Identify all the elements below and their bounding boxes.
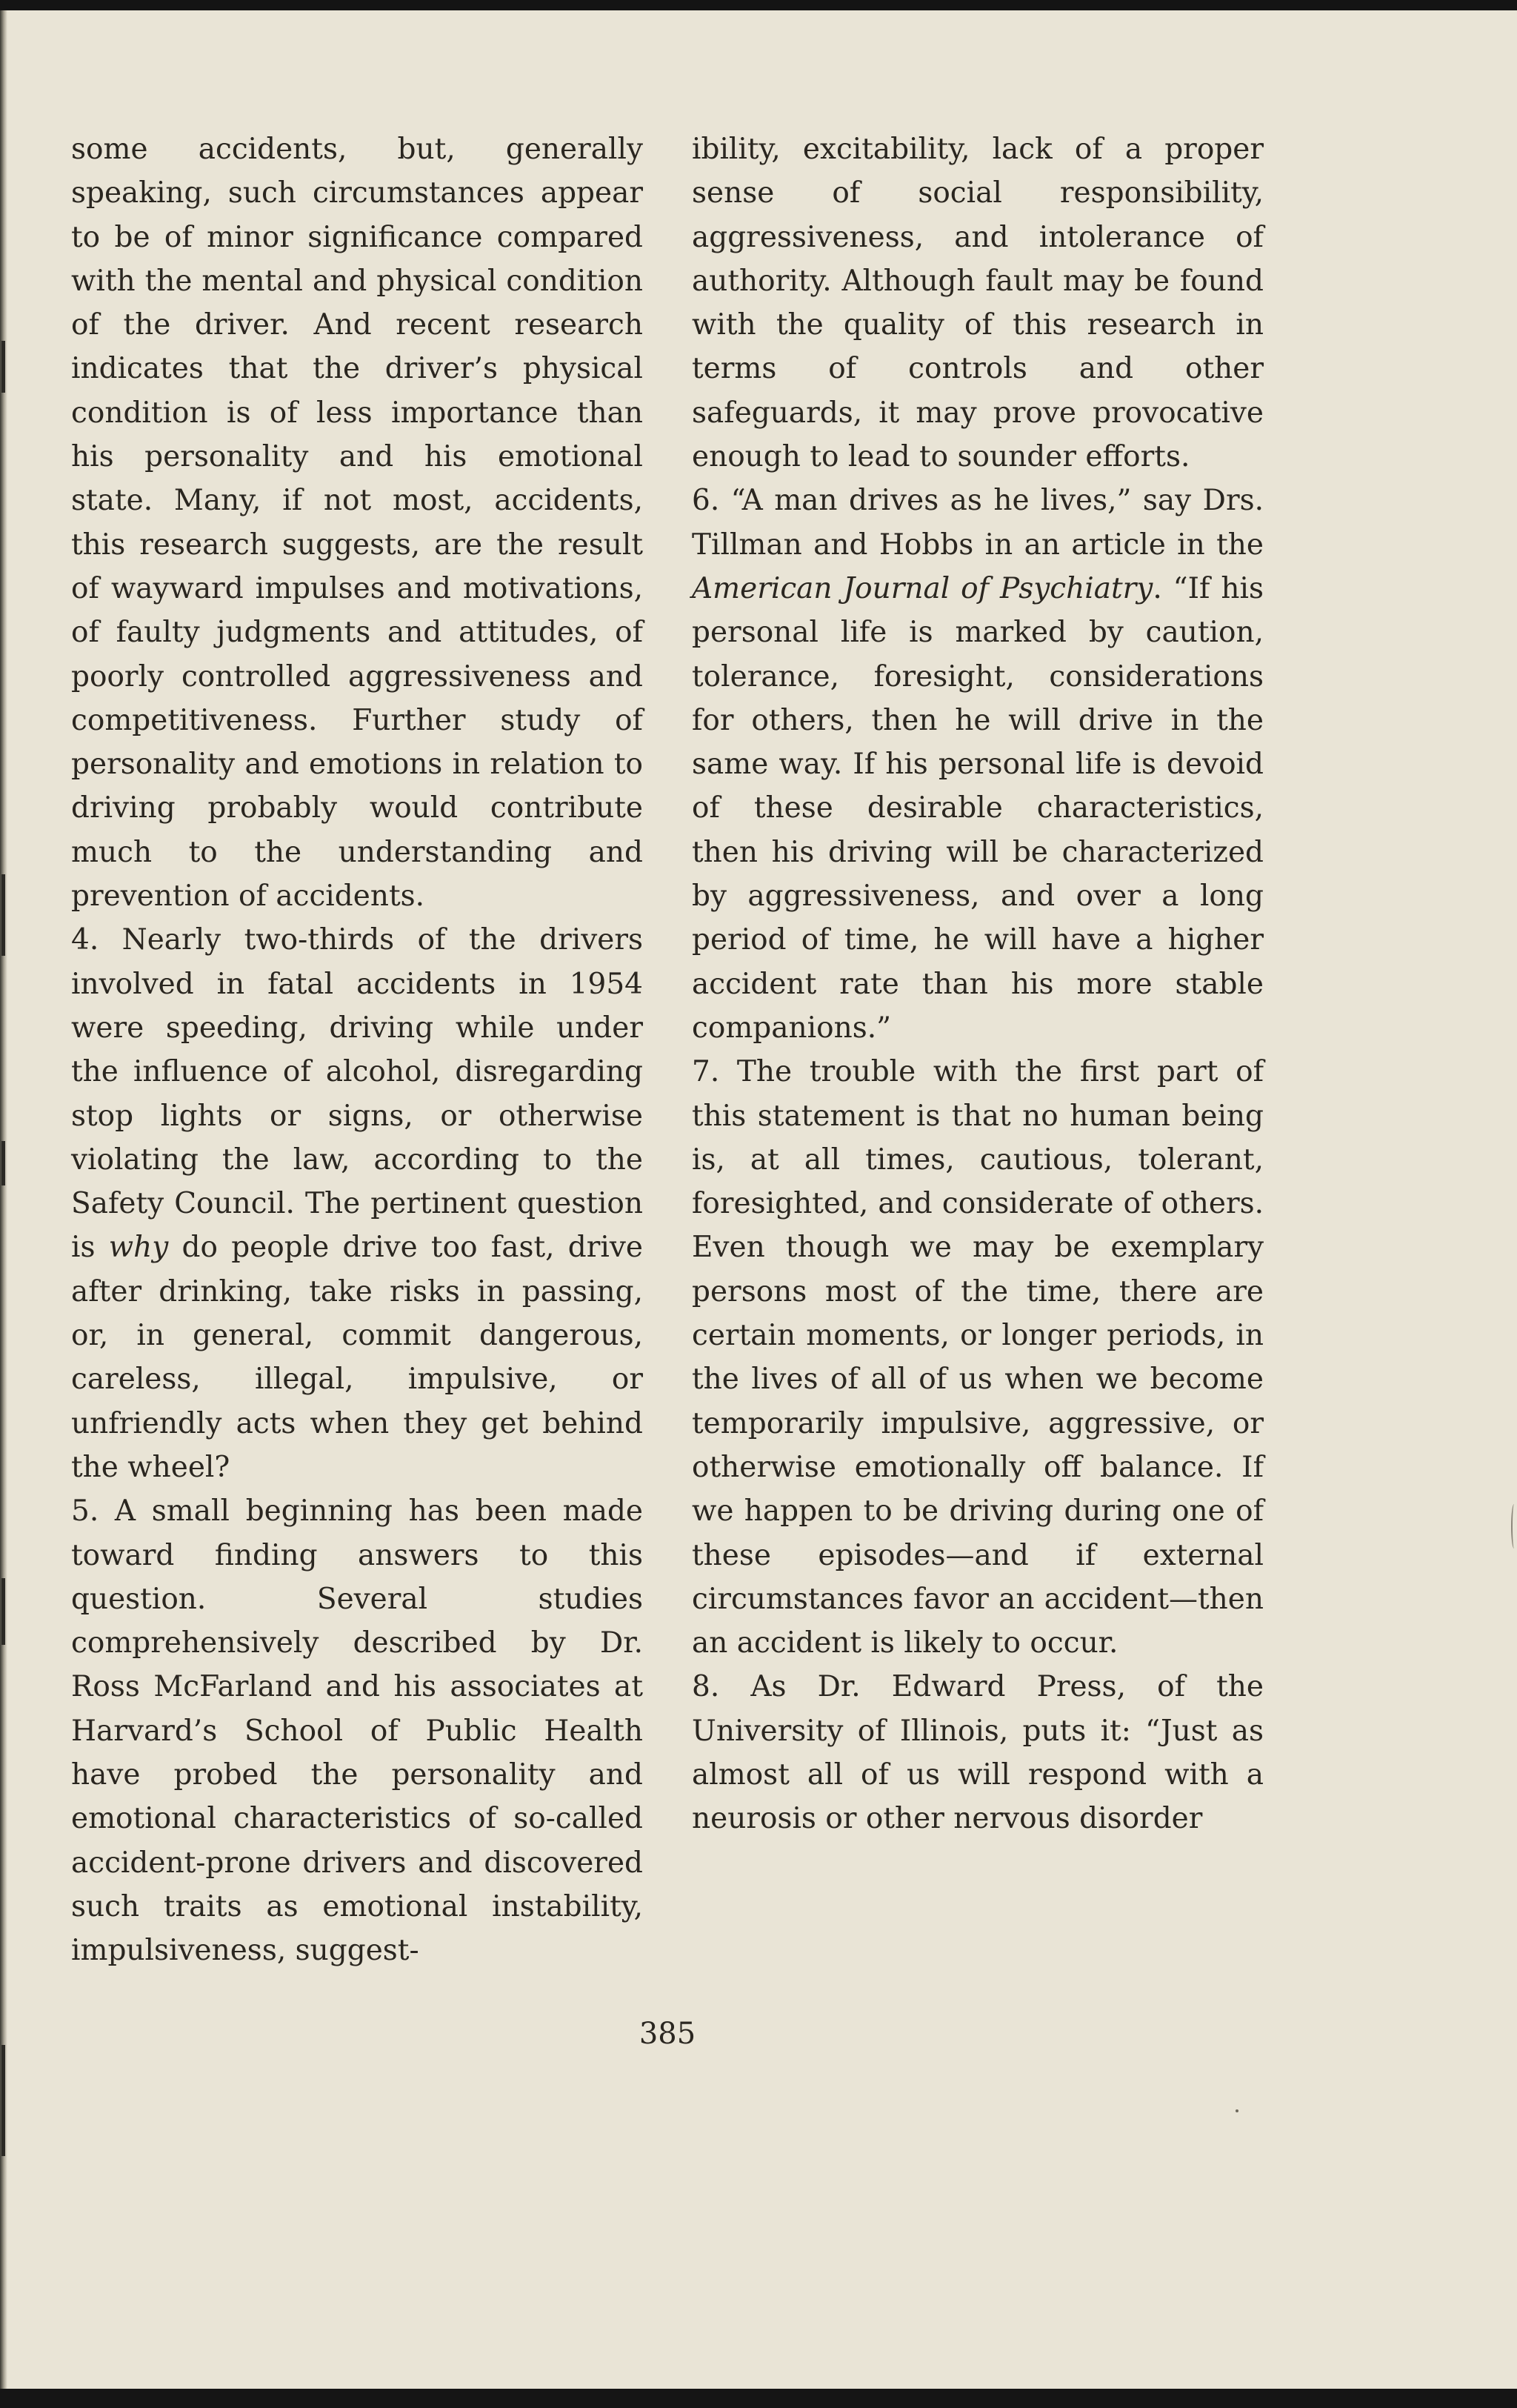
scan-bottom-border [0, 2389, 1517, 2408]
gutter-mark [1, 1578, 5, 1645]
paragraph-7: 7. The trouble with the first part of this statement is that no human being is, at all times, cautious, tolerant, foresighted, and considerate of others. Even though we may be exemplary persons most of the time, there are certain moments, or longer periods, in the lives of all of us when we become temporarily impulsive, aggressive, or otherwise emotionally off balance. If we happen to be driving during one of these episodes—and if external circumstances favor an accident—then an accident is likely to occur. [692, 1055, 1264, 1660]
gutter-mark [1, 1141, 5, 1185]
gutter-mark [1, 341, 5, 393]
gutter-mark [1, 2045, 5, 2156]
book-page [71, 127, 1264, 2083]
paragraph-4: 4. Nearly two-thirds of the drivers involved in fatal accidents in 1954 were speeding, driving while under the influence of alcohol, disregarding stop lights or signs, or otherwise violating the law, according to the Safety Council. The pertinent question is why do people drive too fast, drive after drinking, take risks in passing, or, in general, commit dangerous, careless, illegal, impulsive, or unfriendly acts when they get behind the wheel? [71, 923, 643, 1484]
paragraph-5: 5. A small beginning has been made toward finding answers to this question. Several studies comprehensively described by Dr. Ross McFarland and his associates at Harvard’s School of Public Health have probed the personality and emotional characteristics of so-called accident-prone drivers and discovered such traits as emotional instability, impulsiveness, suggest- [71, 1494, 643, 1968]
paragraph-continuation-right: ibility, excitability, lack of a proper sense of social responsibility, aggressiveness, and intolerance of authority. Although fault may be found with the quality of this research in terms of controls and other safeguards, it may prove provocative enough to lead to sounder efforts. [692, 133, 1264, 474]
page-number: 385 [639, 2017, 696, 2051]
right-column [692, 127, 1264, 1841]
gutter-mark [1, 874, 5, 956]
paragraph-8: 8. As Dr. Edward Press, of the University of Illinois, puts it: “Just as almost all of us will respond with a neurosis or other nervous disorder [692, 1670, 1264, 1836]
paragraph-continuation: some accidents, but, generally speaking, such circumstances appear to be of minor significance compared with the mental and physical condition of the driver. And recent research indicates that the driver’s physical condition is of less importance than his personality and his emotional state. Many, if not most, accidents, this research suggests, are the result of wayward impulses and motivations, of faulty judgments and attitudes, of poorly controlled aggressiveness and competitiveness. Further study of personality and emotions in relation to driving probably would contribute much to the understanding and prevention of accidents. [71, 133, 643, 914]
scan-top-border [0, 0, 1517, 10]
page-edge-curl [1511, 1504, 1517, 1549]
paragraph-6: 6. “A man drives as he lives,” say Drs. Tillman and Hobbs in an article in the American Journal of Psychiatry. “If his personal life is marked by caution, tolerance, foresight, considerations for others, then he will drive in the same way. If his personal life is devoid of these desirable characteristics, then his driving will be characterized by aggressiveness, and over a long period of time, he will have a higher accident rate than his more stable companions.” [692, 484, 1264, 1045]
scan-speck [1236, 2109, 1238, 2112]
left-column [71, 127, 643, 1972]
